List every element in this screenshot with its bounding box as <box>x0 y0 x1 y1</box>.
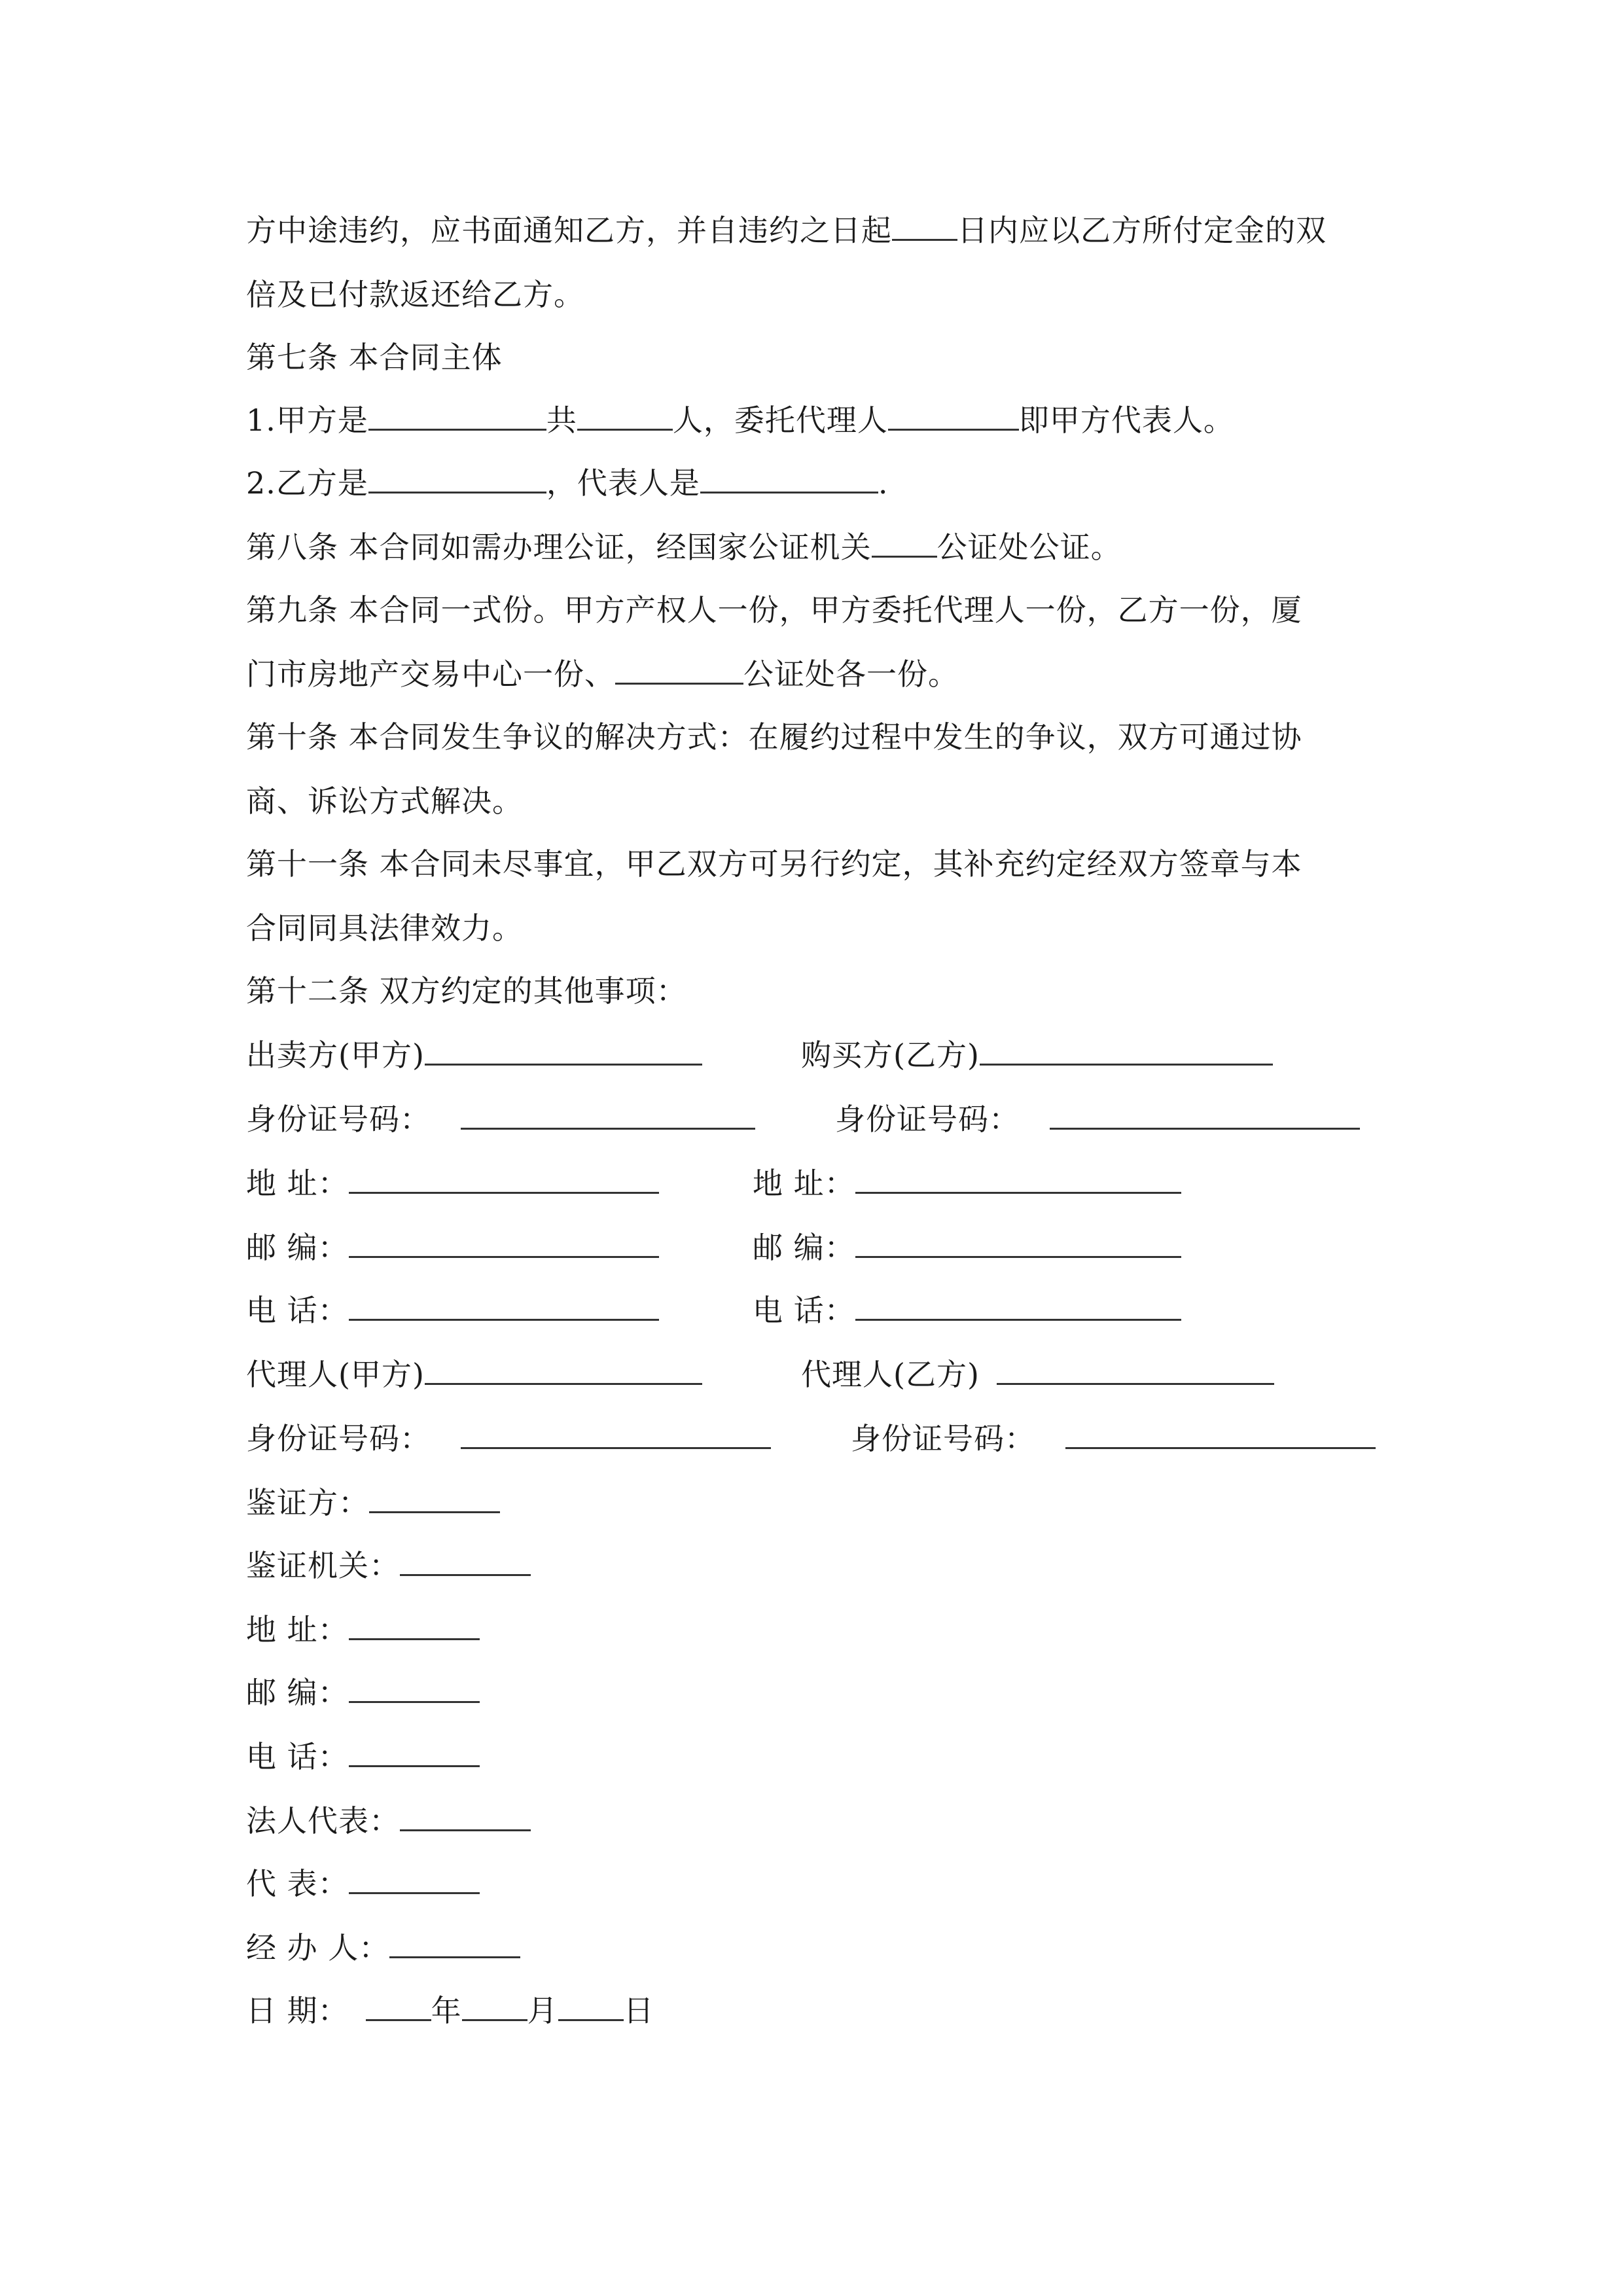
article-6-text-a: 方中途违约，应书面通知乙方，并自违约之日起 <box>246 213 892 248</box>
article-7-item-2 <box>246 463 889 503</box>
article-9-line-2 <box>246 655 959 694</box>
day-label: 日 <box>623 1993 654 2028</box>
article-9-text-a: 第九条 本合同一式份。甲方产权人一份，甲方委托代理人一份，乙方一份，厦 <box>246 592 1302 628</box>
verifier-address-row <box>246 1610 480 1649</box>
verifier-phone-label: 电 话： <box>246 1739 349 1774</box>
verifier-postcode-blank[interactable] <box>349 1675 480 1703</box>
agent-a-id-label: 身份证号码： <box>246 1421 431 1456</box>
article-8 <box>246 528 1122 567</box>
seller-blank[interactable] <box>425 1037 702 1066</box>
article-11-line-1 <box>246 844 1302 884</box>
notary-blank[interactable] <box>872 529 937 558</box>
buyer-row <box>801 1035 1273 1075</box>
year-label: 年 <box>431 1993 462 2028</box>
month-blank[interactable] <box>462 1993 527 2021</box>
party-b-rep-blank[interactable] <box>700 465 878 493</box>
seller-phone-label: 电 话： <box>246 1293 349 1328</box>
agent-a-row <box>246 1355 702 1394</box>
party-a-count-blank[interactable] <box>577 403 673 431</box>
agent-b-id-label: 身份证号码： <box>851 1421 1035 1456</box>
article-9-line-1 <box>246 590 1302 630</box>
seller-postcode-label: 邮 编： <box>246 1230 349 1265</box>
article-9-text-b: 门市房地产交易中心一份、 <box>246 656 615 692</box>
article-8-text-b: 公证处公证。 <box>936 529 1122 565</box>
verifier-row <box>246 1483 500 1522</box>
buyer-postcode-row <box>753 1228 1181 1267</box>
verifier-phone-blank[interactable] <box>349 1739 480 1767</box>
article-10-line-2 <box>246 781 523 821</box>
buyer-postcode-blank[interactable] <box>855 1230 1181 1258</box>
verifier-postcode-row <box>246 1673 480 1712</box>
verifier-address-label: 地 址： <box>246 1612 349 1647</box>
agent-b-id-row <box>851 1419 1376 1458</box>
buyer-postcode-label: 邮 编： <box>753 1230 855 1265</box>
article-12-title <box>246 971 687 1011</box>
date-row <box>246 1991 654 2030</box>
seller-address-row <box>246 1164 659 1203</box>
verifier-phone-row <box>246 1737 480 1776</box>
year-blank[interactable] <box>366 1993 431 2021</box>
article-6-continuation-line-1 <box>246 211 1327 250</box>
authority-blank[interactable] <box>400 1548 531 1576</box>
buyer-phone-label: 电 话： <box>753 1293 855 1328</box>
agent-b-label: 代理人(乙方) <box>801 1357 980 1392</box>
party-b-blank[interactable] <box>368 465 546 493</box>
period: . <box>878 465 889 501</box>
buyer-blank[interactable] <box>980 1037 1273 1066</box>
article-6-continuation-line-2 <box>246 275 584 314</box>
article-9-text-c: 公证处各一份。 <box>743 656 959 692</box>
buyer-label: 购买方(乙方) <box>801 1037 980 1073</box>
article-7-title-text: 第七条 本合同主体 <box>246 340 503 375</box>
buyer-address-row <box>753 1164 1181 1203</box>
seller-postcode-row <box>246 1228 659 1267</box>
seller-label: 出卖方(甲方) <box>246 1037 425 1073</box>
authority-row <box>246 1546 531 1585</box>
notary-office-blank[interactable] <box>615 656 743 685</box>
party-a-label: 1.甲方是 <box>246 403 368 438</box>
buyer-phone-row <box>753 1291 1181 1330</box>
party-a-rep-text: 即甲方代表人。 <box>1018 403 1234 438</box>
agent-blank[interactable] <box>888 403 1019 431</box>
article-10-text-a: 第十条 本合同发生争议的解决方式：在履约过程中发生的争议，双方可通过协 <box>246 719 1302 755</box>
seller-phone-blank[interactable] <box>349 1293 659 1321</box>
article-11-line-2 <box>246 908 523 948</box>
article-7-item-1 <box>246 401 1234 440</box>
buyer-id-row <box>835 1100 1360 1139</box>
representative-label: 代 表： <box>246 1866 349 1901</box>
article-7-title <box>246 338 503 377</box>
handler-label: 经 办 人： <box>246 1930 390 1965</box>
buyer-id-label: 身份证号码： <box>835 1102 1020 1137</box>
verifier-label: 鉴证方： <box>246 1485 369 1520</box>
agent-b-id-blank[interactable] <box>1065 1421 1376 1449</box>
verifier-blank[interactable] <box>369 1485 500 1513</box>
verifier-address-blank[interactable] <box>349 1612 480 1640</box>
date-label: 日 期： <box>246 1993 349 2028</box>
representative-blank[interactable] <box>349 1866 480 1894</box>
seller-address-blank[interactable] <box>349 1166 659 1194</box>
legal-rep-row <box>246 1801 531 1840</box>
agent-label: 人，委托代理人 <box>672 403 888 438</box>
seller-phone-row <box>246 1291 659 1330</box>
party-a-count-label: 共 <box>546 403 577 438</box>
article-6-text-b: 日内应以乙方所付定金的双 <box>957 213 1327 248</box>
agent-a-label: 代理人(甲方) <box>246 1357 425 1392</box>
authority-label: 鉴证机关： <box>246 1548 400 1583</box>
verifier-postcode-label: 邮 编： <box>246 1675 349 1710</box>
article-10-text-b: 商、诉讼方式解决。 <box>246 783 523 819</box>
agent-b-row <box>801 1355 1274 1394</box>
agent-b-blank[interactable] <box>997 1357 1274 1385</box>
article-12-title-text: 第十二条 双方约定的其他事项： <box>246 973 687 1009</box>
party-b-label: 2.乙方是 <box>246 465 368 501</box>
buyer-address-label: 地 址： <box>753 1166 855 1201</box>
handler-row <box>246 1928 520 1967</box>
seller-id-row <box>246 1100 755 1139</box>
agent-a-id-blank[interactable] <box>461 1421 771 1449</box>
legal-rep-blank[interactable] <box>400 1803 531 1831</box>
article-10-line-1 <box>246 717 1302 757</box>
day-blank[interactable] <box>558 1993 624 2021</box>
seller-id-label: 身份证号码： <box>246 1102 431 1137</box>
agent-a-id-row <box>246 1419 771 1458</box>
article-6-text-c: 倍及已付款返还给乙方。 <box>246 277 584 312</box>
article-11-text-b: 合同同具法律效力。 <box>246 910 523 946</box>
buyer-address-blank[interactable] <box>855 1166 1181 1194</box>
buyer-phone-blank[interactable] <box>855 1293 1181 1321</box>
seller-address-label: 地 址： <box>246 1166 349 1201</box>
agent-a-blank[interactable] <box>425 1357 702 1385</box>
buyer-id-blank[interactable] <box>1050 1102 1360 1130</box>
seller-postcode-blank[interactable] <box>349 1230 659 1258</box>
representative-row <box>246 1864 480 1903</box>
days-blank[interactable] <box>892 213 957 241</box>
legal-rep-label: 法人代表： <box>246 1803 400 1839</box>
seller-row <box>246 1035 702 1075</box>
handler-blank[interactable] <box>389 1930 520 1958</box>
party-a-blank[interactable] <box>368 403 546 431</box>
month-label: 月 <box>527 1993 558 2028</box>
party-b-rep-label: ，代表人是 <box>546 465 700 501</box>
seller-id-blank[interactable] <box>461 1102 755 1130</box>
article-8-text-a: 第八条 本合同如需办理公证，经国家公证机关 <box>246 529 872 565</box>
article-11-text-a: 第十一条 本合同未尽事宜，甲乙双方可另行约定，其补充约定经双方签章与本 <box>246 846 1302 882</box>
